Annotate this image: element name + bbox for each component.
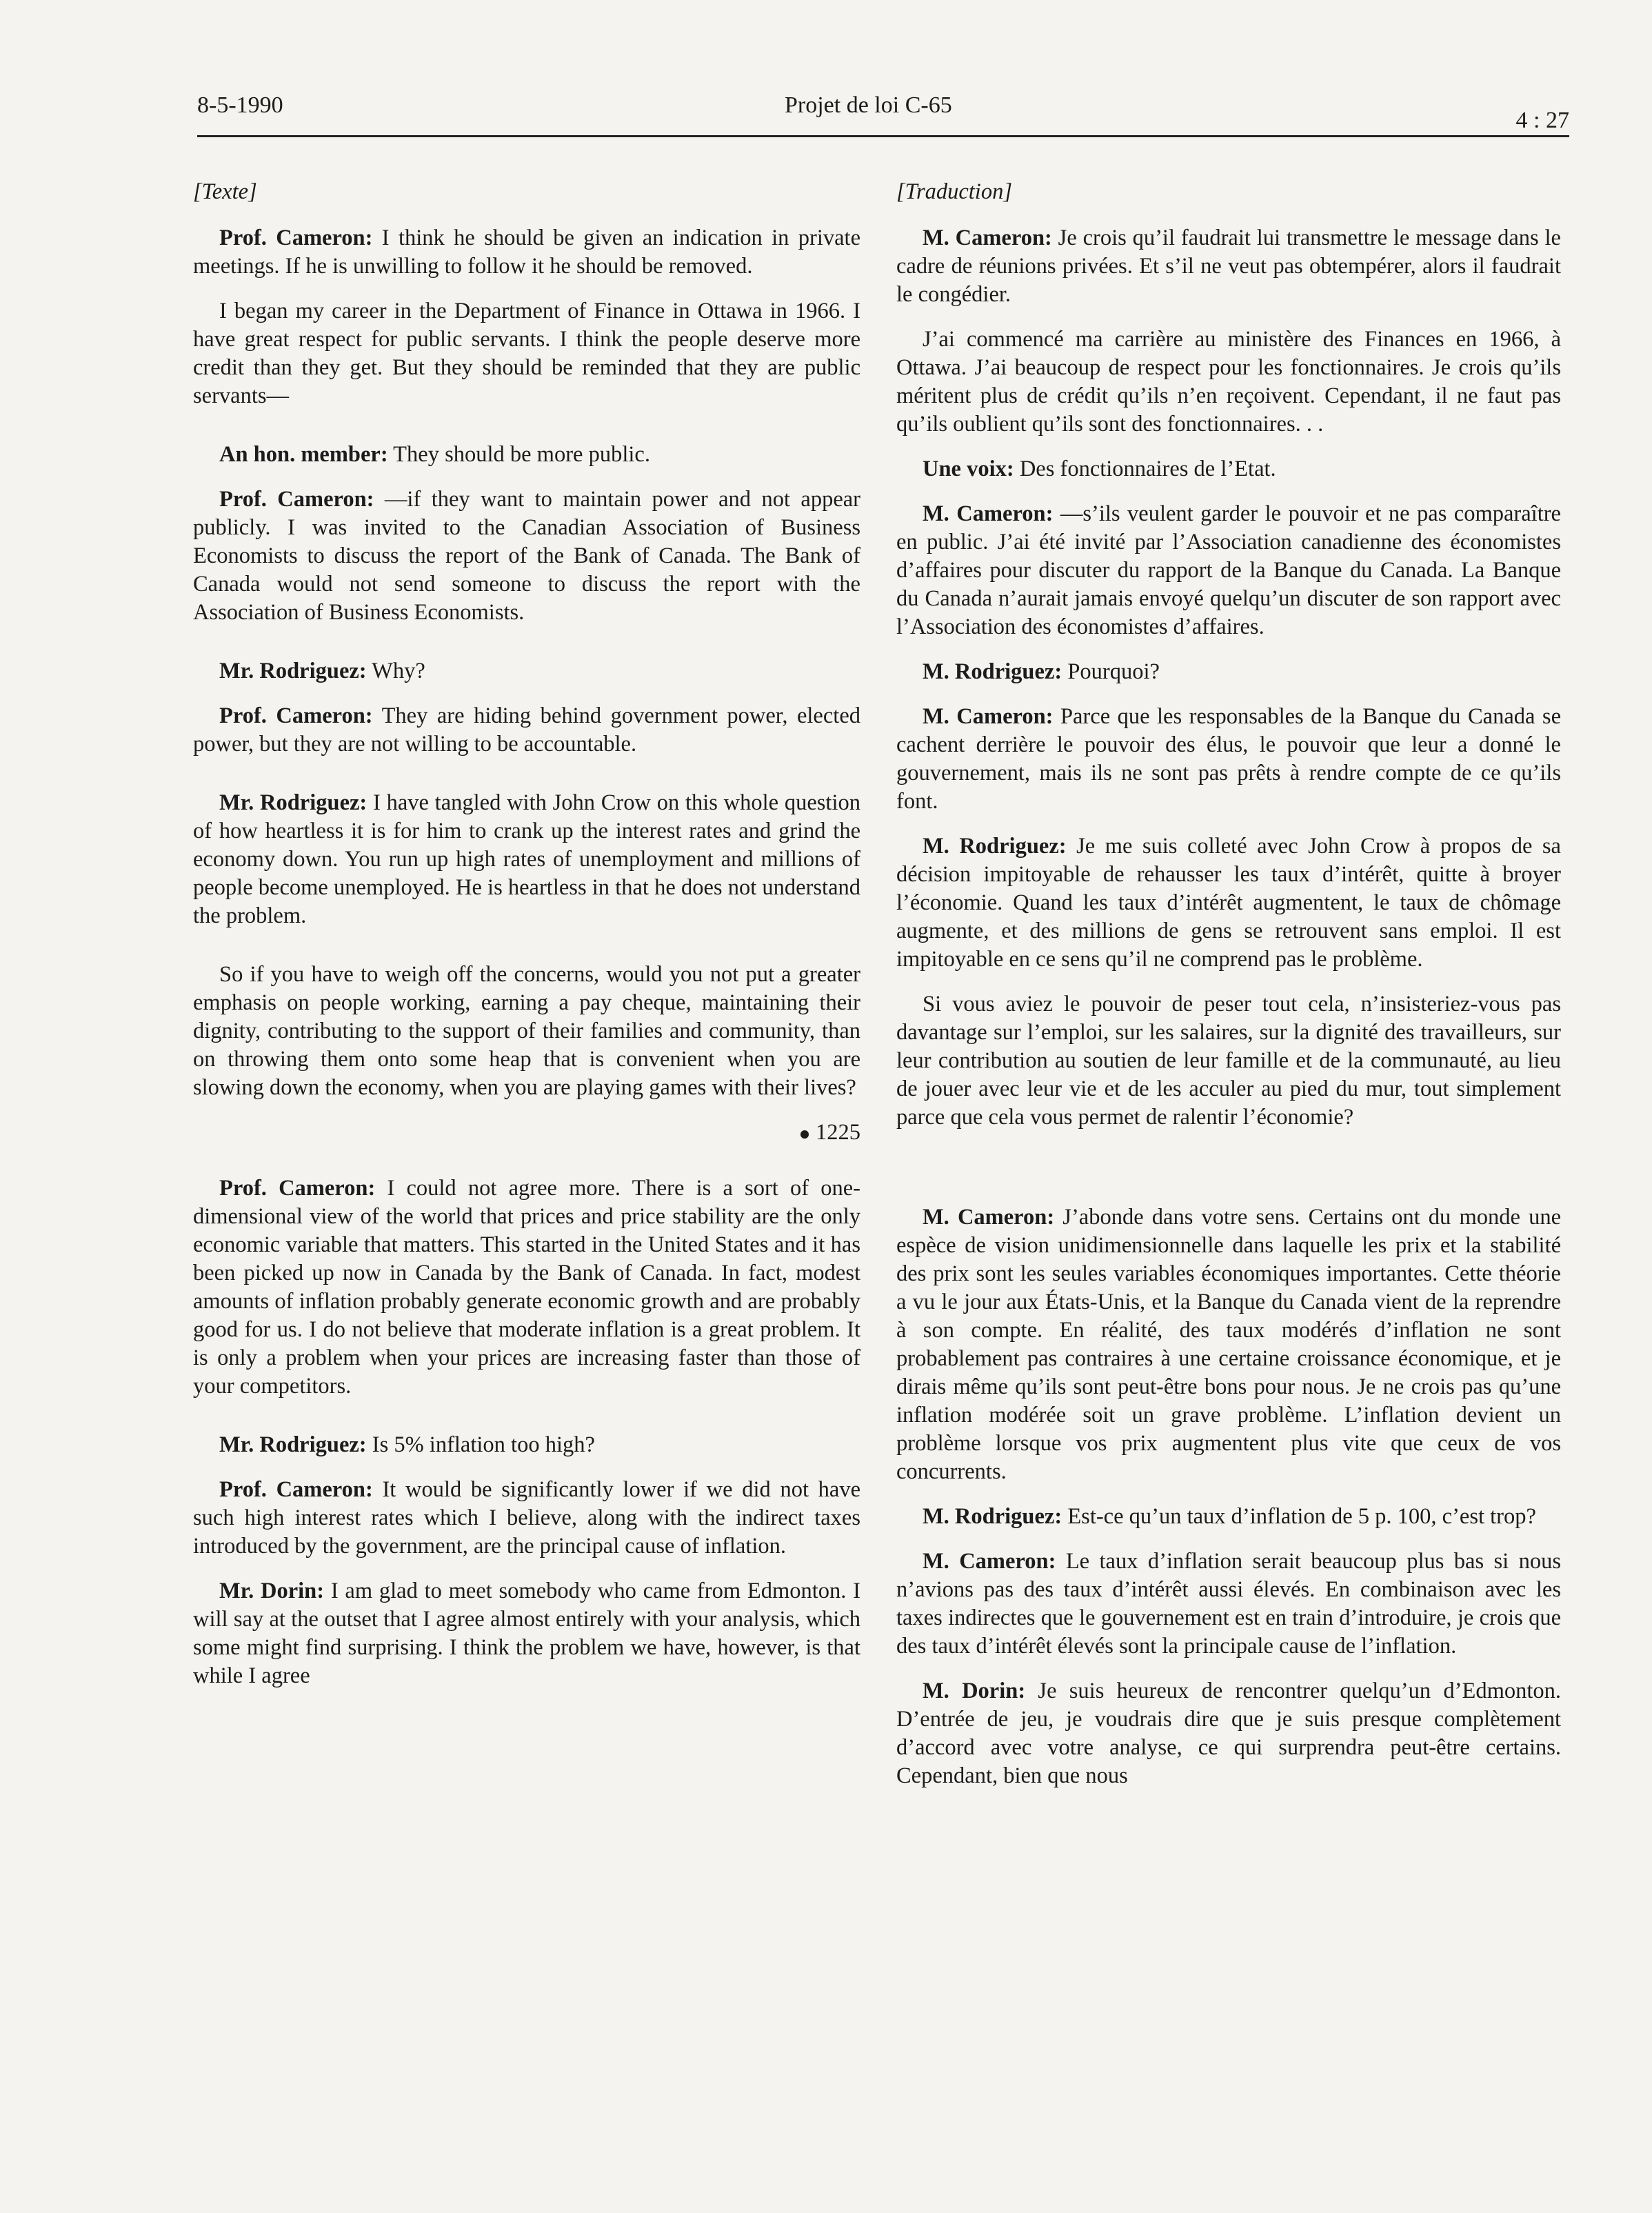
speaker-name: Mr. Dorin:: [219, 1579, 325, 1603]
speech-text: I am glad to meet somebody who came from Edmonton. I will say at the outset that I agree almost entirely with your analysis, which some might find surprising. I think the problem we have, however, is that while I agree: [193, 1579, 860, 1688]
paragraph: [193, 1577, 860, 1690]
french-column: [896, 178, 1561, 1807]
header-date: 8-5-1990: [197, 92, 283, 118]
speaker-name: M. Cameron:: [923, 501, 1054, 526]
speaker-name: Mr. Rodriguez:: [219, 790, 367, 815]
speech-text: Si vous aviez le pouvoir de peser tout cela, n’insisteriez-vous pas davantage sur l’emploi, sur les salaires, sur la dignité des travailleurs, sur leur contribution au soutien de leur famille et de la communauté, au lieu de jouer avec leur vie et de les acculer au pied du mur, tout simplement parce que cela vous permet de ralentir l’économie?: [896, 992, 1561, 1130]
speaker-name: Une voix:: [923, 457, 1014, 481]
speaker-name: An hon. member:: [219, 442, 388, 467]
header-rule: [197, 135, 1569, 137]
speech-text: They are hiding behind government power, elected power, but they are not willing to be accountable.: [193, 703, 860, 757]
paragraph: [193, 1431, 860, 1459]
column-label-text: Texte: [201, 179, 249, 204]
paragraph: [896, 1677, 1561, 1790]
time-marker: [193, 1119, 860, 1147]
column-label: [Traduction]: [896, 179, 1012, 204]
paragraph: [193, 702, 860, 759]
speech-text: I have tangled with John Crow on this whole question of how heartless it is for him to crank up the interest rates and grind the economy down. You run up high rates of unemployment and millions of people become unemployed. He is heartless in that he does not understand the problem.: [193, 790, 860, 928]
paragraph: [193, 789, 860, 930]
speech-text: Parce que les responsables de la Banque du Canada se cachent derrière le pouvoir des élus, le pouvoir que leur a donné le gouvernement, mais ils ne sont pas prêts à rendre compte de ce qu’ils font.: [896, 704, 1561, 814]
speaker-name: M. Rodriguez:: [923, 659, 1062, 684]
speaker-name: M. Dorin:: [923, 1679, 1026, 1703]
paragraph: [896, 224, 1561, 309]
bullet-icon: [800, 1130, 809, 1139]
paragraph: [896, 455, 1561, 483]
speech-text: Est-ce qu’un taux d’inflation de 5 p. 100, c’est trop?: [1062, 1504, 1536, 1529]
paragraph: [193, 441, 860, 469]
speech-text: —s’ils veulent garder le pouvoir et ne pas comparaître en public. J’ai été invité par l’Association canadienne des économistes d’affaires pour discuter du rapport de la Banque du Canada. La Banque du Canada n’aurait jamais envoyé quelqu’un discuter de son rapport avec l’Association des économistes d’affaires.: [896, 501, 1561, 639]
speaker-name: M. Cameron:: [923, 704, 1054, 729]
speaker-name: Prof. Cameron:: [219, 1477, 373, 1502]
speaker-name: M. Cameron:: [923, 226, 1052, 250]
paragraph: [896, 1203, 1561, 1486]
paragraph: [193, 1174, 860, 1401]
header-title: Projet de loi C-65: [785, 92, 952, 118]
time-marker-text: 1225: [816, 1120, 860, 1145]
speaker-name: Prof. Cameron:: [219, 1176, 376, 1201]
page-header: [197, 92, 1569, 141]
paragraph: [896, 1503, 1561, 1531]
paragraph: [193, 485, 860, 627]
speaker-name: Prof. Cameron:: [219, 703, 373, 728]
paragraph: [193, 1476, 860, 1561]
speech-text: Why?: [366, 659, 425, 683]
speech-text: J’abonde dans votre sens. Certains ont du monde une espèce de vision unidimensionnelle dans laquelle les prix et la stabilité des prix sont les seules variables économiques importantes. Cette théorie a vu le jour aux États-Unis, et la Banque du Canada vient de la reprendre à son compte. En réalité, des taux modérés d’inflation ne sont probablement pas contraires à une certaine croissance économique, et je dirais même qu’ils sont peut-être bons pour nous. Je ne crois pas qu’une inflation modérée soit un grave problème. L’inflation devient un problème lorsque vos prix augmentent plus vite que ceux de vos concurrents.: [896, 1205, 1561, 1484]
speech-text: Je suis heureux de rencontrer quelqu’un d’Edmonton. D’entrée de jeu, je voudrais dire que je suis presque complètement d’accord avec votre analyse, ce qui surprendra peut-être certains. Cependant, bien que nous: [896, 1679, 1562, 1788]
speaker-name: M. Cameron:: [923, 1549, 1056, 1574]
speaker-name: Prof. Cameron:: [219, 226, 373, 250]
speaker-name: M. Cameron:: [923, 1205, 1055, 1230]
speech-text: Pourquoi?: [1062, 659, 1160, 684]
paragraph: [896, 500, 1561, 641]
speech-text: J’ai commencé ma carrière au ministère des Finances en 1966, à Ottawa. J’ai beaucoup de respect pour les fonctionnaires. Je crois qu’ils méritent plus de crédit qu’ils n’en reçoivent. Cependant, il ne faut pas qu’ils oublient qu’ils sont des fonctionnaires. . .: [896, 327, 1561, 437]
paragraph: [896, 832, 1561, 974]
speech-text: I could not agree more. There is a sort of one-dimensional view of the world that prices and price stability are the only economic variable that matters. This started in the United States and it has been picked up now in Canada by the Bank of Canada. In fact, modest amounts of inflation probably generate economic growth and are probably good for us. I do not believe that moderate inflation is a great problem. It is only a problem when your prices are increasing faster than those of your competitors.: [193, 1176, 860, 1399]
speech-text: So if you have to weigh off the concerns, would you not put a greater emphasis on people working, earning a pay cheque, maintaining their dignity, contributing to the support of their families and community, than on throwing them onto some heap that is convenient when you are slowing down the economy, when you are playing games with their lives?: [193, 962, 860, 1100]
speech-text: Des fonctionnaires de l’Etat.: [1014, 457, 1276, 481]
speech-text: Le taux d’inflation serait beaucoup plus bas si nous n’avions pas des taux d’intérêt aussi élevés. En combinaison avec les taxes indirectes que le gouvernement est en train d’introduire, je crois que des taux d’intérêt élevés sont la principale cause de l’inflation.: [896, 1549, 1561, 1659]
speaker-name: Mr. Rodriguez:: [219, 1432, 367, 1457]
speech-text: —if they want to maintain power and not appear publicly. I was invited to the Canadian Association of Business Economists to discuss the report of the Bank of Canada. The Bank of Canada would not send someone to discuss the report with the Association of Business Economists.: [193, 487, 860, 625]
paragraph: [193, 657, 860, 685]
english-column: [193, 178, 860, 1707]
column-label: [Texte]: [193, 179, 257, 204]
speech-text: They should be more public.: [387, 442, 650, 467]
paragraph: [896, 326, 1561, 439]
speaker-name: M. Rodriguez:: [923, 834, 1067, 859]
column-label-text: Traduction: [905, 179, 1004, 204]
paragraph: [896, 990, 1561, 1132]
speaker-name: Mr. Rodriguez:: [219, 659, 367, 683]
paragraph: [896, 1548, 1561, 1661]
paragraph: [193, 224, 860, 281]
header-page-number: 4 : 27: [1515, 108, 1569, 133]
speech-text: I think he should be given an indication in private meetings. If he is unwilling to follow it he should be removed.: [193, 226, 860, 279]
speech-text: It would be significantly lower if we did not have such high interest rates which I believe, along with the indirect taxes introduced by the government, are the principal cause of inflation.: [193, 1477, 860, 1559]
speaker-name: M. Rodriguez:: [923, 1504, 1062, 1529]
speech-text: Je crois qu’il faudrait lui transmettre le message dans le cadre de réunions privées. Et s’il ne veut pas obtempérer, alors il faudrait le congédier.: [896, 226, 1561, 307]
paragraph: [896, 703, 1561, 816]
paragraph: [193, 961, 860, 1102]
paragraph: [193, 297, 860, 410]
speech-text: Is 5% inflation too high?: [366, 1432, 595, 1457]
speech-text: Je me suis colleté avec John Crow à propos de sa décision impitoyable de rehausser les taux d’intérêt, quitte à broyer l’économie. Quand les taux d’intérêt augmentent, le taux de chômage augmente, et des millions de gens se retrouvent sans emploi. Il est impitoyable en ce sens qu’il ne comprend pas le problème.: [896, 834, 1561, 972]
speaker-name: Prof. Cameron:: [219, 487, 374, 512]
speech-text: I began my career in the Department of Finance in Ottawa in 1966. I have great respect for public servants. I think the people deserve more credit than they get. But they should be reminded that they are public servants—: [193, 299, 860, 408]
paragraph: [896, 658, 1561, 686]
